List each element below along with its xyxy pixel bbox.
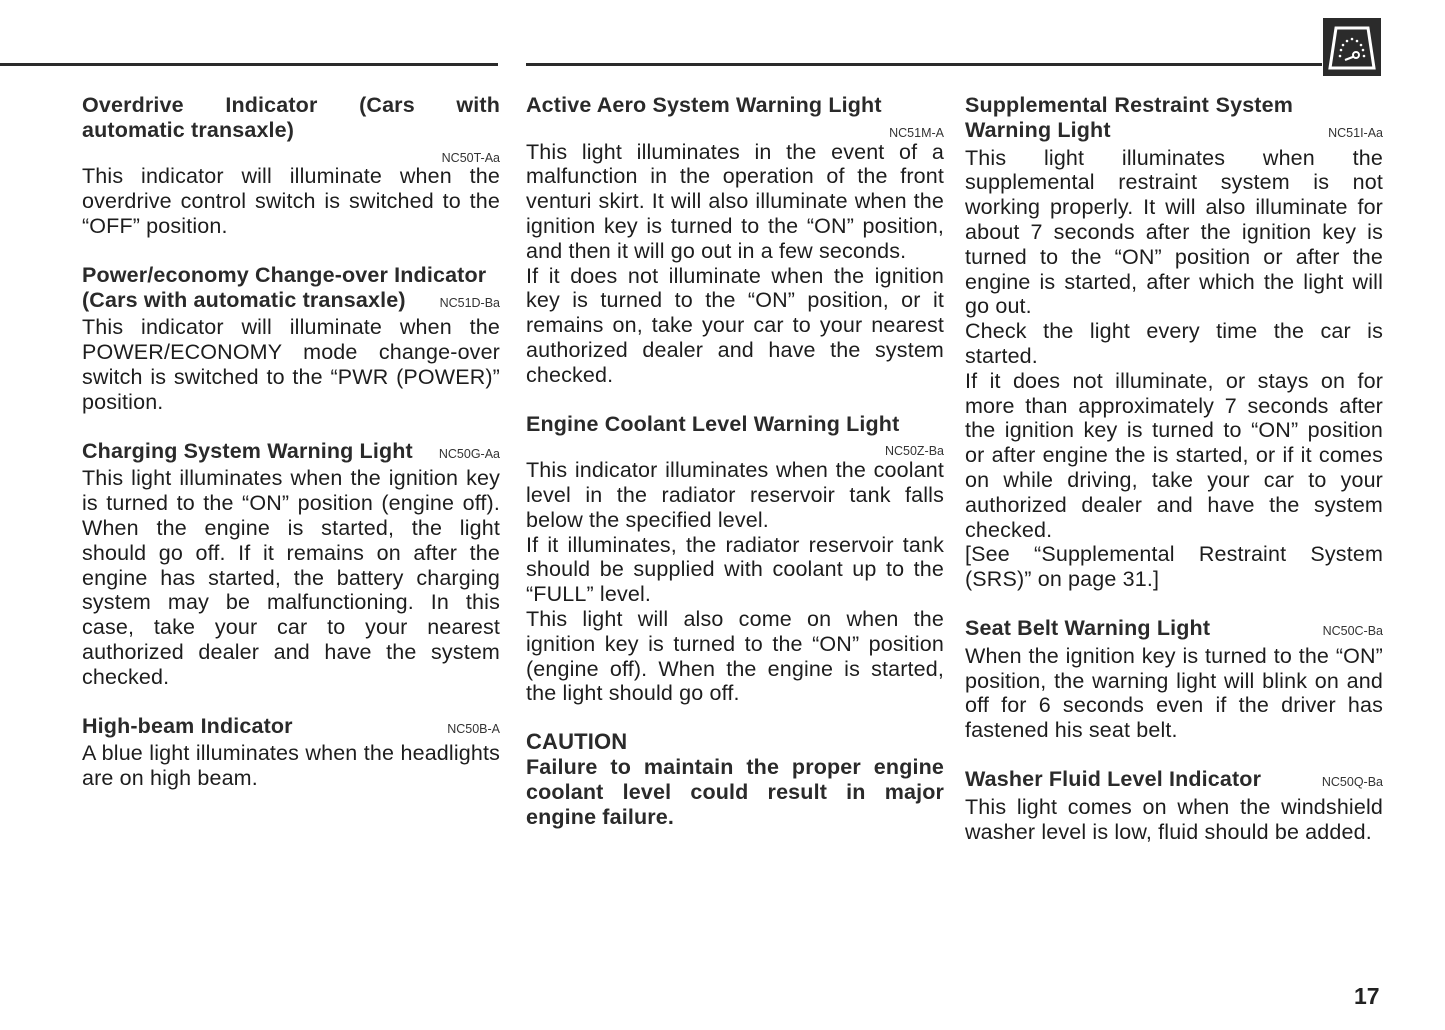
caution-text: Failure to maintain the proper engine coolant level could result in major engine failure. [526, 754, 944, 829]
section-code: NC50G-Aa [438, 446, 500, 461]
section-code: NC50Q-Ba [1321, 774, 1383, 789]
section-paragraph: This light illuminates when the supplemental restraint system is not working properly. It will also illuminate for about 7 seconds after the ignition key is turned to the “ON” position or after the engine is started, after which the light will go out. [965, 145, 1383, 319]
section-paragraph: Check the light every time the car is started. [965, 319, 1383, 368]
section-paragraph: When the ignition key is turned to the “ON” position, the warning light will blink on and off for 6 seconds even if the driver has fastened his seat belt. [965, 643, 1383, 743]
section-paragraph: This indicator will illuminate when the overdrive control switch is switched to the “OFF” position. [82, 164, 500, 238]
section-code: NC50Z-Ba [884, 444, 944, 459]
section-active-aero-warning [526, 93, 944, 388]
section-title: Active Aero System Warning Light [526, 93, 882, 117]
section-code: NC51D-Ba [439, 295, 500, 310]
section-overdrive-indicator [82, 93, 500, 239]
section-paragraph: If it illuminates, the radiator reservoir tank should be supplied with coolant up to the “FULL” level. [526, 532, 944, 607]
section-code: NC51M-A [889, 125, 944, 140]
section-paragraph: A blue light illuminates when the headlights are on high beam. [82, 741, 500, 791]
section-code: NC50C-Ba [1322, 623, 1383, 638]
section-code: NC50T-Aa [441, 150, 500, 165]
section-paragraph: If it does not illuminate when the ignition key is turned to the “ON” position, or it remains on, take your car to your nearest authorized dealer and have the system checked. [526, 263, 944, 387]
header-rule-right [526, 63, 1322, 66]
section-title: High-beam Indicator [82, 713, 293, 738]
section-high-beam-indicator [82, 714, 500, 791]
section-title: Charging System Warning Light [82, 438, 413, 463]
section-paragraph: This indicator will illuminate when the POWER/ECONOMY mode change-over switch is switched to the “PWR (POWER)” position. [82, 315, 500, 414]
section-paragraph: This light will also come on when the ignition key is turned to the “ON” position (engine off). When the engine is started, the light should go off. [526, 606, 944, 706]
header-rule-left [0, 63, 498, 66]
section-paragraph: [See “Supplemental Restraint System (SRS)” on page 31.] [965, 542, 1383, 592]
column-middle [526, 93, 944, 853]
section-code: NC51I-Aa [1328, 125, 1383, 140]
column-left [82, 93, 500, 815]
speedometer-gauge-icon [1323, 18, 1381, 76]
section-title: Overdrive Indicator (Cars with automatic transaxle) [82, 93, 500, 142]
section-paragraph: This light illuminates when the ignition key is turned to the “ON” position (engine off). When the engine is started, the light should go off. If it remains on after the engine has started, the battery charging system may be malfunctioning. In this case, take your car to your nearest authorized dealer and have the system checked. [82, 466, 500, 689]
section-title: Power/economy Change-over Indicator [82, 262, 487, 287]
section-engine-coolant-warning [526, 412, 944, 707]
section-title: Seat Belt Warning Light [965, 615, 1211, 640]
section-seat-belt-warning [965, 616, 1383, 743]
section-paragraph: If it does not illuminate, or stays on for more than approximately 7 seconds after the ignition key is turned to “ON” position or after engine the is started, or if it comes on while driving, take your car to your authorized dealer and have the system checked. [965, 368, 1383, 542]
section-charging-system-warning [82, 439, 500, 690]
section-title: Supplemental Restraint System Warning Light [965, 93, 1293, 142]
section-washer-fluid-indicator [965, 767, 1383, 844]
section-srs-warning [965, 93, 1383, 592]
section-power-economy-indicator [82, 263, 500, 415]
caution-box [526, 730, 944, 829]
caution-title: CAUTION [526, 729, 628, 755]
column-right [965, 93, 1383, 868]
section-title-line2: (Cars with automatic transaxle) [82, 287, 406, 312]
section-paragraph: This light comes on when the windshield washer level is low, fluid should be added. [965, 794, 1383, 844]
section-title: Engine Coolant Level Warning Light [526, 411, 900, 436]
page-number: 17 [1354, 983, 1380, 1009]
section-code: NC50B-A [447, 721, 500, 736]
section-paragraph: This indicator illuminates when the coolant level in the radiator reservoir tank falls below the specified level. [526, 458, 944, 532]
section-paragraph: This light illuminates in the event of a malfunction in the operation of the front venturi skirt. It will also illuminate when the ignition key is turned to the “ON” position, and then it will go out in a few seconds. [526, 139, 944, 263]
section-title: Washer Fluid Level Indicator [965, 766, 1262, 791]
